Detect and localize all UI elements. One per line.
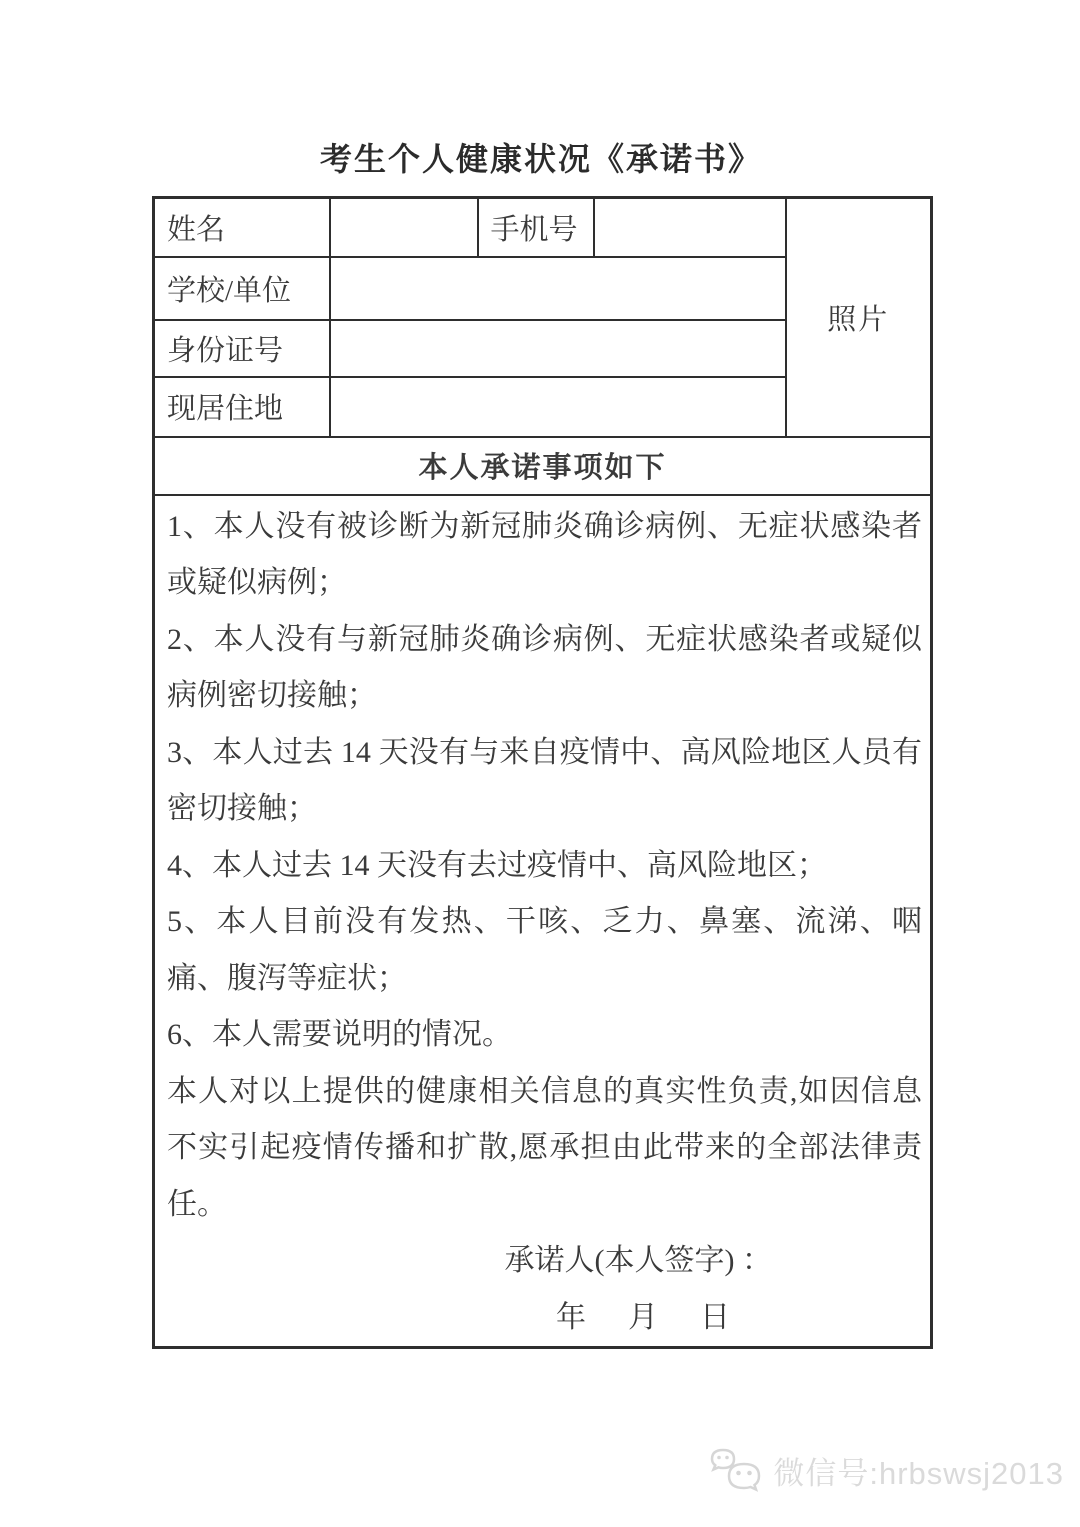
address-label: 现居住地 [154, 377, 330, 437]
watermark-text: 微信号:hrbswsj2013 [773, 1455, 1064, 1491]
commitment-item: 5、本人目前没有发热、干咳、乏力、鼻塞、流涕、咽痛、腹泻等症状； [167, 905, 922, 995]
id-value-cell [330, 320, 786, 377]
school-value-cell [330, 257, 786, 320]
id-label: 身份证号 [154, 320, 330, 377]
section-header: 本人承诺事项如下 [154, 437, 932, 495]
commitment-item: 3、本人过去 14 天没有与来自疫情中、高风险地区人员有密切接触； [167, 735, 922, 825]
name-value-cell [330, 198, 478, 257]
watermark [707, 1446, 1064, 1494]
wechat-icon [707, 1446, 765, 1494]
commitment-item: 4、本人过去 14 天没有去过疫情中、高风险地区； [167, 848, 827, 882]
commitment-item: 2、本人没有与新冠肺炎确诊病例、无症状感染者或疑似病例密切接触； [167, 622, 922, 712]
signature-line: 承诺人(本人签字) ： [504, 1244, 772, 1277]
photo-cell: 照片 [786, 198, 932, 437]
address-value-cell [330, 377, 786, 437]
form-table [152, 196, 933, 1349]
page-title: 考生个人健康状况《承诺书》 [319, 141, 762, 177]
name-label: 姓名 [154, 198, 330, 257]
commitment-content-cell [154, 495, 932, 1348]
commitment-list [167, 499, 922, 1064]
form-sheet [152, 134, 930, 1349]
phone-value-cell [594, 198, 786, 257]
commitment-item: 6、本人需要说明的情况。 [167, 1018, 512, 1051]
date-line: 年 月 日 [556, 1300, 736, 1334]
phone-label: 手机号 [478, 198, 594, 257]
commitment-item: 1、本人没有被诊断为新冠肺炎确诊病例、无症状感染者或疑似病例； [167, 509, 922, 599]
declaration-paragraph: 本人对以上提供的健康相关信息的真实性负责,如因信息不实引起疫情传播和扩散,愿承担由此带来的全部法律责任。 [167, 1074, 922, 1221]
school-label: 学校/单位 [154, 257, 330, 320]
